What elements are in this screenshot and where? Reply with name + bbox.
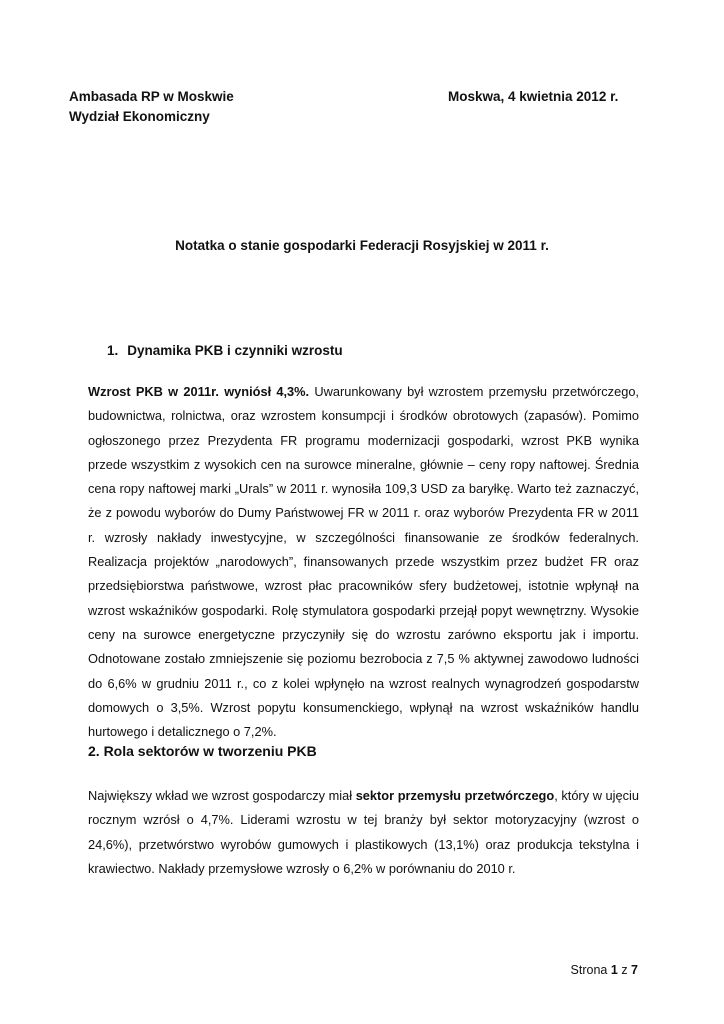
section-1-body: Uwarunkowany był wzrostem przemysłu przetwórczego, budownictwa, rolnictwa, oraz wzrostem konsumpcji i środków obrotowych (zapasów). Pomimo ogłoszonego przez Prezydenta FR programu modernizacji gospodarki, wzrost PKB wynika przede wszystkim z wysokich cen na surowce mineralne, głównie – ceny ropy naftowej. Średnia cena ropy naftowej marki „Urals” w 2011 r. wynosiła 109,3 USD za baryłkę. Warto też zaznaczyć, że z powodu wyborów do Dumy Państwowej FR w 2011 r. oraz wyborów Prezydenta FR w 2011 r. wzrosły nakłady inwestycyjne, w szczególności finansowanie ze środków federalnych. Realizacja projektów „narodowych”, finansowanych przede wszystkim przez budżet FR oraz przedsiębiorstwa państwowe, wzrost płac pracowników sfery budżetowej, istotnie wpłynął na wzrost wskaźników gospodarki. Rolę stymulatora gospodarki przejął popyt wewnętrzny. Wysokie ceny na surowce energetyczne przyczyniły się do wzrostu zarówno eksportu jak i importu. Odnotowane zostało zmniejszenie się poziomu bezrobocia z 7,5 % aktywnej zawodowo ludności do 6,6% w grudniu 2011 r., co z kolei wpłynęło na wzrost realnych wynagrodzeń gospodarstw domowych o 3,5%. Wzrost popytu konsumenckiego, wpłynął na wzrost wskaźników handlu hurtowego i detalicznego o 7,2%.	[88, 384, 639, 740]
section-1-lead: Wzrost PKB w 2011r. wyniósł 4,3%.	[88, 384, 310, 399]
section-1-heading	[107, 343, 343, 358]
page-label: Strona	[570, 963, 608, 977]
total-pages: 7	[631, 963, 638, 977]
sender-department: Wydział Ekonomiczny	[69, 109, 210, 124]
section-2-heading: 2. Rola sektorów w tworzeniu PKB	[88, 743, 317, 759]
section-1-paragraph	[88, 380, 639, 744]
document-title: Notatka o stanie gospodarki Federacji Rosyjskiej w 2011 r.	[175, 238, 549, 253]
section-2-body-start: Największy wkład we wzrost gospodarczy miał	[88, 788, 356, 803]
sender-block	[69, 87, 234, 127]
current-page: 1	[610, 963, 618, 977]
page-number-footer	[571, 963, 638, 977]
section-1-number: 1.	[107, 343, 119, 358]
section-2-body-end: , który w ujęciu rocznym wzrósł o 4,7%. Liderami wzrostu w tej branży był sektor motoryzacyjny (wzrost o 24,6%), przetwórstwo wyrobów gumowych i plastikowych (13,1%) oraz produkcja tekstylna i krawiectwo. Nakłady przemysłowe wzrosły o 6,2% w porównaniu do 2010 r.	[88, 788, 639, 876]
section-1-title: Dynamika PKB i czynniki wzrostu	[127, 343, 343, 358]
sender-embassy: Ambasada RP w Moskwie	[69, 89, 234, 104]
page-separator: z	[621, 963, 628, 977]
place-date: Moskwa, 4 kwietnia 2012 r.	[448, 89, 619, 104]
section-2-paragraph	[88, 784, 639, 881]
section-2-highlight: sektor przemysłu przetwórczego	[355, 788, 555, 803]
